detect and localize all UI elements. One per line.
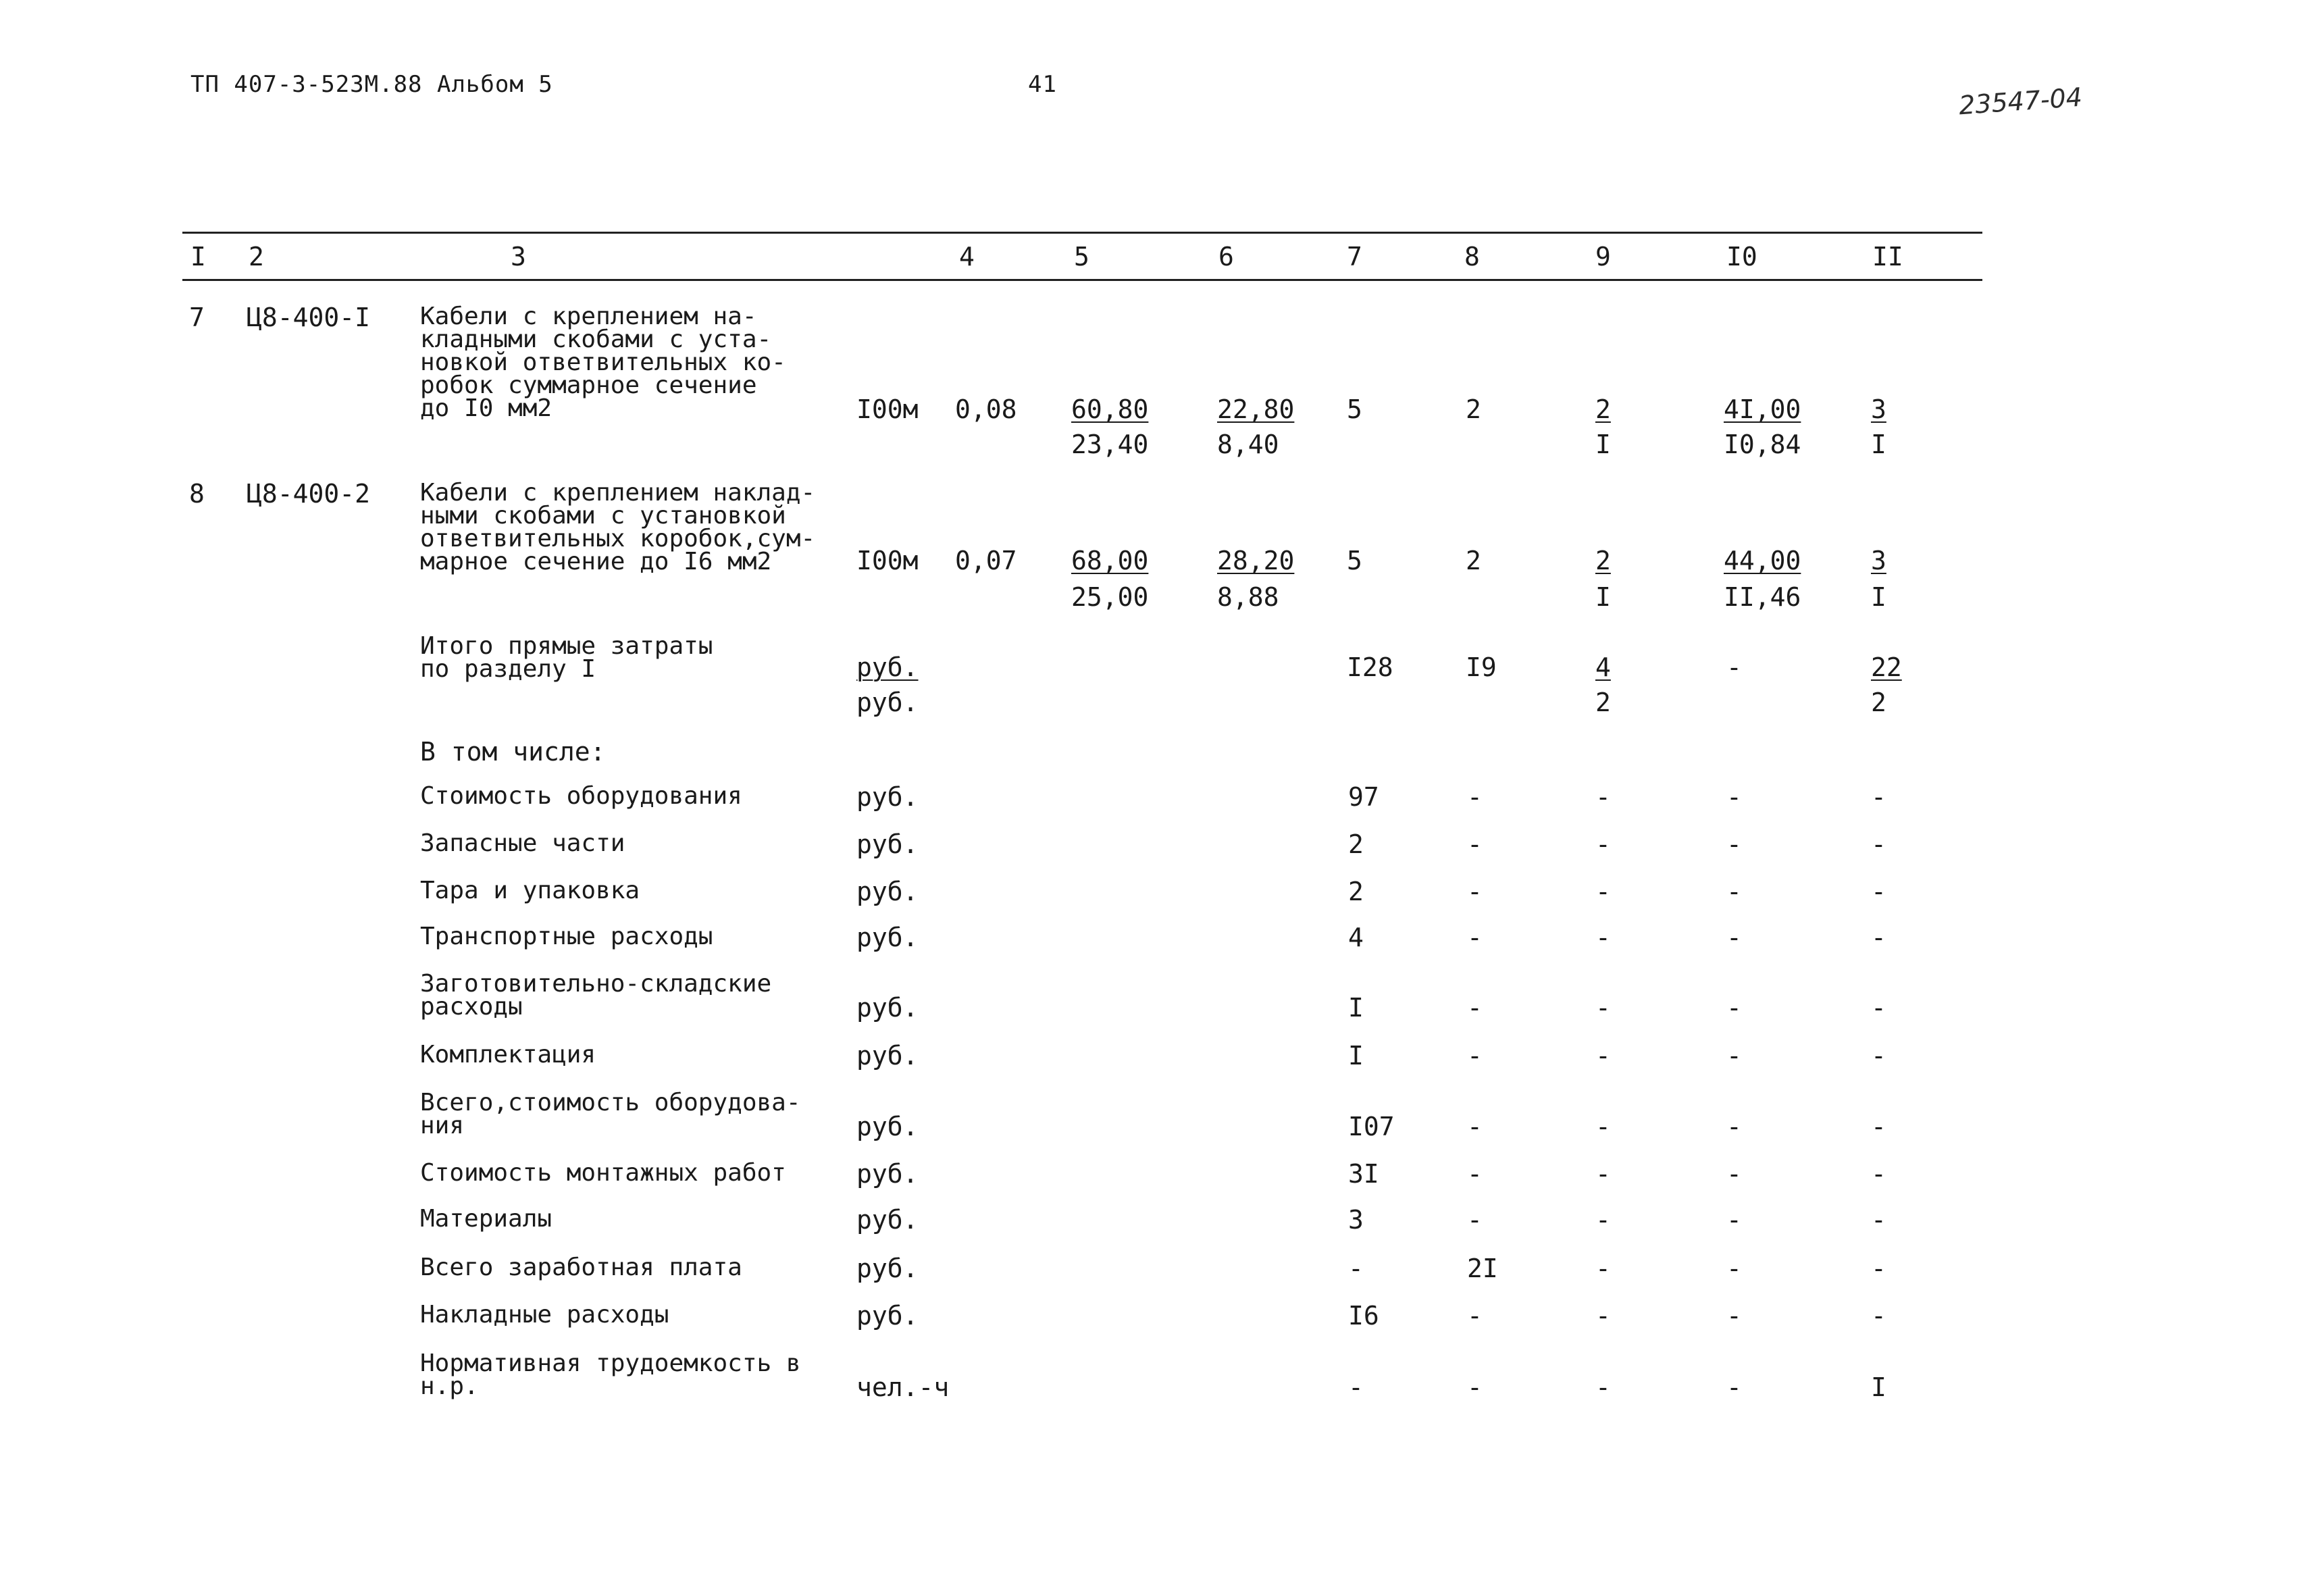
column-number: 5: [1074, 242, 1089, 272]
row-number: 7: [189, 303, 205, 332]
column-number: 8: [1464, 242, 1480, 272]
table-top-rule: [182, 232, 1982, 234]
machine-cost: -: [1595, 1041, 1611, 1071]
wages-cost: -: [1467, 877, 1483, 906]
wages-cost: -: [1467, 829, 1483, 859]
unit: руб.: [856, 688, 919, 717]
unit: руб.: [856, 1254, 919, 1283]
summary-label: Тара и упаковка: [420, 877, 640, 904]
wages-cost: -: [1467, 1205, 1483, 1235]
page-number: 41: [1028, 71, 1057, 98]
wages-cost: -: [1467, 1159, 1483, 1189]
unit: I00м: [856, 394, 919, 424]
summary-label: Стоимость монтажных работ: [420, 1159, 786, 1187]
column-number: 2: [249, 242, 264, 272]
machine-wages: 2: [1595, 688, 1611, 717]
labor-unit: -: [1726, 877, 1742, 906]
wages-cost: -: [1467, 993, 1483, 1023]
unit: руб.: [856, 993, 919, 1023]
total-cost: I: [1348, 993, 1364, 1023]
labor-unit-machines: I0,84: [1724, 430, 1801, 459]
document-reference: ТП 407-3-523М.88 Альбом 5: [190, 71, 553, 98]
machine-cost: -: [1595, 1112, 1611, 1141]
machine-cost: -: [1595, 877, 1611, 906]
unit-cost-machine-wages: 8,40: [1217, 430, 1279, 459]
total-cost: I6: [1348, 1301, 1379, 1331]
total-cost: 3I: [1348, 1159, 1379, 1189]
labor-total: -: [1871, 1205, 1886, 1235]
wages-cost: -: [1467, 1301, 1483, 1331]
labor-total: 22: [1871, 652, 1902, 682]
column-number: II: [1872, 242, 1903, 272]
labor-total: I: [1871, 1372, 1886, 1402]
labor-unit: -: [1726, 1159, 1742, 1189]
unit: чел.-ч: [856, 1372, 950, 1402]
summary-label: Всего,стоимость оборудова- ния: [420, 1089, 801, 1139]
labor-unit: -: [1726, 1254, 1742, 1283]
labor-total: -: [1871, 829, 1886, 859]
summary-label: Нормативная трудоемкость в н.р.: [420, 1349, 801, 1400]
archive-number-handwritten: 23547-04: [1957, 82, 2084, 121]
wages-cost: -: [1467, 1112, 1483, 1141]
total-cost: I07: [1348, 1112, 1395, 1141]
summary-label: Транспортные расходы: [420, 923, 713, 950]
row-number: 8: [189, 479, 205, 509]
labor-total: -: [1871, 877, 1886, 906]
price-code: Ц8-400-I: [247, 303, 371, 332]
wages-cost: 2I: [1467, 1254, 1498, 1283]
machine-cost: -: [1595, 1372, 1611, 1402]
machine-wages: I: [1595, 582, 1611, 612]
machine-cost: -: [1595, 782, 1611, 812]
unit: руб.: [856, 1159, 919, 1189]
column-number: I0: [1726, 242, 1757, 272]
wages-cost: -: [1467, 923, 1483, 952]
labor-total: -: [1871, 1112, 1886, 1141]
total-cost: 5: [1347, 546, 1362, 575]
item-description: Кабели с креплением на- кладными скобами с уста- новкой ответвительных ко- робок суммарное сечение до I0 мм2: [420, 303, 786, 422]
wages-cost: 2: [1466, 546, 1481, 575]
price-code: Ц8-400-2: [247, 479, 371, 509]
item-description: Кабели с креплением наклад- ными скобами с установкой ответвительных коробок,сум- марное сечение до I6 мм2: [420, 479, 816, 575]
unit: руб.: [856, 1301, 919, 1331]
labor-total-machines: I: [1871, 582, 1886, 612]
section-total-label: Итого прямые затраты по разделу I: [420, 632, 713, 683]
machine-cost: 2: [1595, 546, 1611, 575]
labor-total-machines: 2: [1871, 688, 1886, 717]
wages-cost: 2: [1466, 394, 1481, 424]
machine-cost: -: [1595, 1205, 1611, 1235]
unit: руб.: [856, 829, 919, 859]
summary-label: Материалы: [420, 1205, 552, 1233]
total-cost: 97: [1348, 782, 1379, 812]
unit: I00м: [856, 546, 919, 575]
total-cost: 3: [1348, 1205, 1364, 1235]
quantity: 0,08: [955, 394, 1017, 424]
labor-unit: -: [1726, 1112, 1742, 1141]
labor-total: -: [1871, 782, 1886, 812]
summary-label: Стоимость оборудования: [420, 782, 742, 810]
labor-total: -: [1871, 923, 1886, 952]
unit: руб.: [856, 923, 919, 952]
wages-cost: -: [1467, 782, 1483, 812]
labor-unit-machines: II,46: [1724, 582, 1801, 612]
machine-cost: -: [1595, 1159, 1611, 1189]
wages-cost: I9: [1466, 652, 1497, 682]
labor-total: 3: [1871, 394, 1886, 424]
unit: руб.: [856, 1205, 919, 1235]
wages-cost: -: [1467, 1041, 1483, 1071]
column-number: 6: [1218, 242, 1234, 272]
column-number: 9: [1595, 242, 1611, 272]
labor-unit: -: [1726, 829, 1742, 859]
labor-total: -: [1871, 1041, 1886, 1071]
unit-cost-wages: 25,00: [1071, 582, 1149, 612]
total-cost: 5: [1347, 394, 1362, 424]
labor-unit: -: [1726, 923, 1742, 952]
column-number: 4: [959, 242, 975, 272]
wages-cost: -: [1467, 1372, 1483, 1402]
total-cost: 2: [1348, 877, 1364, 906]
labor-unit: 44,00: [1724, 546, 1801, 575]
unit: руб.: [856, 652, 919, 682]
machine-cost: 2: [1595, 394, 1611, 424]
unit-cost-machines: 28,20: [1217, 546, 1295, 575]
unit: руб.: [856, 782, 919, 812]
labor-unit: -: [1726, 782, 1742, 812]
machine-cost: -: [1595, 923, 1611, 952]
labor-total: -: [1871, 1254, 1886, 1283]
unit-cost-total: 68,00: [1071, 546, 1149, 575]
total-cost: I28: [1347, 652, 1393, 682]
column-number: I: [190, 242, 206, 272]
quantity: 0,07: [955, 546, 1017, 575]
machine-cost: -: [1595, 1301, 1611, 1331]
labor-total: -: [1871, 1159, 1886, 1189]
labor-total: -: [1871, 1301, 1886, 1331]
unit-cost-machine-wages: 8,88: [1217, 582, 1279, 612]
total-cost: I: [1348, 1041, 1364, 1071]
labor-total: -: [1871, 993, 1886, 1023]
labor-total-machines: I: [1871, 430, 1886, 459]
total-cost: 4: [1348, 923, 1364, 952]
column-number: 7: [1347, 242, 1362, 272]
labor-unit: 4I,00: [1724, 394, 1801, 424]
summary-label: Всего заработная плата: [420, 1254, 742, 1281]
total-cost: -: [1348, 1254, 1364, 1283]
summary-label: Накладные расходы: [420, 1301, 669, 1329]
labor-total: 3: [1871, 546, 1886, 575]
unit-cost-wages: 23,40: [1071, 430, 1149, 459]
summary-label: Комплектация: [420, 1041, 596, 1069]
labor-unit: -: [1726, 1372, 1742, 1402]
column-number: 3: [511, 242, 526, 272]
labor-unit: -: [1726, 1205, 1742, 1235]
machine-cost: 4: [1595, 652, 1611, 682]
machine-wages: I: [1595, 430, 1611, 459]
unit: руб.: [856, 1112, 919, 1141]
unit-cost-machines: 22,80: [1217, 394, 1295, 424]
labor-unit: -: [1726, 1301, 1742, 1331]
machine-cost: -: [1595, 993, 1611, 1023]
machine-cost: -: [1595, 829, 1611, 859]
labor-unit: -: [1726, 993, 1742, 1023]
including-label: В том числе:: [420, 737, 606, 767]
unit: руб.: [856, 1041, 919, 1071]
unit-cost-total: 60,80: [1071, 394, 1149, 424]
total-cost: -: [1348, 1372, 1364, 1402]
unit: руб.: [856, 877, 919, 906]
labor-unit: -: [1726, 652, 1742, 682]
summary-label: Заготовительно-складские расходы: [420, 970, 772, 1021]
labor-unit: -: [1726, 1041, 1742, 1071]
summary-label: Запасные части: [420, 829, 625, 857]
total-cost: 2: [1348, 829, 1364, 859]
table-header-rule: [182, 279, 1982, 281]
machine-cost: -: [1595, 1254, 1611, 1283]
